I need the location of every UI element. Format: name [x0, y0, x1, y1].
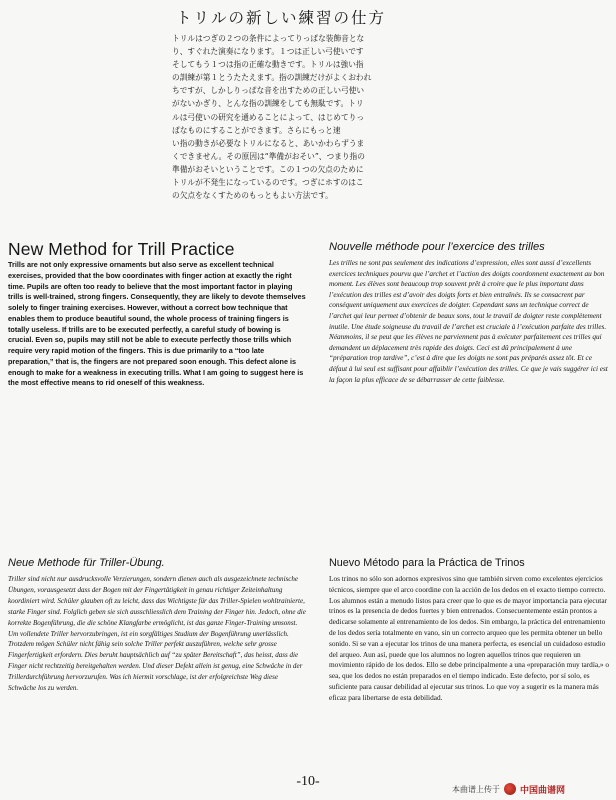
german-body: Triller sind nicht nur ausdrucksvolle Verzierungen, sondern dienen auch als ausgezeichnete technische Übungen, vorausgesetzt dass der Bogen mit der Fingertätigkeit in genau richtiger Zeiteinhaltung koordiniert wird. Schüler glauben oft zu leicht, dass das Wichtigste für das Triller-Spielen wohltrainierte, starke Finger sind. Folglich geben sie sich ausschliesslich dem Training der Finger hin. Jedoch, ohne die korrekte Bogenführung, die die schöne Klangfarbe ermöglicht, ist das ganze Finger-Training umsonst. Um vollendete Triller hervorzubringen, ist ein sorgfältiges Studium der Bogenführung unerlässlich. Trotzdem mögen Schüler nicht fähig sein solche Triller perfekt auszuführen, welche sehr grosse Fingerfertigkeit erfordern. Dies beruht hauptsächlich auf “zu später Bereitschaft”, das heisst, dass die Finger nicht rechtzeitig bereitgehalten werden. Und dieser Defekt allein ist genug, eine Schwäche in der Trillerdurchführung hervorzurufen. Was ich hiermit vorschlage, ist der erfolgreichste Weg diese Schwäche los zu werden. [8, 575, 306, 693]
site-logo-icon [504, 783, 516, 795]
japanese-line: がないかぎり、とんな指の訓練をしても無駄です。トリ [172, 99, 364, 109]
english-body: Trills are not only expressive ornaments but also serve as excellent technical exercises, provided that the bow coordinates with finger action at exactly the right time. Pupils are often too ready to believe that the most important factor in playing trills is well-trained, strong fingers. Consequently, they are likely to devote themselves solely to finger training exercises. However, without a correct bow technique that enables them to produce beautiful sound, the whole process of training fingers is totally useless. If trills are to be executed perfectly, a careful study of bowing is crucial. Even so, pupils may still not be able to execute perfectly those trills which require very rapid motion of the fingers. This is due primarily to a “too late preparation,” that is, the fingers are not prepared soon enough. This defect alone is enough to make for a weakness in executing trills. What I am going to suggest here is the most effective means to rid oneself of this weakness. [8, 260, 306, 388]
french-body: Les trilles ne sont pas seulement des indications d’expression, elles sont aussi d’excellents exercices techniques pourvu que l’archet et l’action des doigts coordonnent exactement au bon moment. Les élèves sont beaucoup trop souvent prêt à croire que le plus important dans l’exécution des trilles est d’avoir des doigts forts et bien entraînés. Ils se consacrent par conséquent uniquement aux exercices de doigter. Cependant sans un technique correct de l’archet qui leur permet d’obtenir de beaux sons, tout le travail de doigter reste complètement inutile. Une étude soigneuse du travail de l’archet est cruciale à l’exécution parfaite des trilles. Néanmoins, il se peut que les élèves ne parviennent pas à exécuter parfaitement ces trilles qui demandent un déplacement très rapide des doigts. Ceci est dû principalement à une “préparation trop tardive”, c’est à dire que les doigts ne sont pas préparés assez tôt. Et ce défaut à lui seul est suffisant pour affaiblir l’exécution des trilles. Ce que je vais suggérer ici est la façon la plus efficace de se débarrasser de cette faiblesse. [329, 259, 608, 384]
japanese-line: の欠点をなくすためのもっともよい方法です。 [172, 191, 333, 201]
japanese-line: ちですが、しかしりっぱな音を出すための正しい弓使い [172, 86, 365, 96]
japanese-line: 準備がおそいということです。この１つの欠点のために [172, 164, 364, 174]
french-title: Nouvelle méthode pour l’exercice des trilles [329, 241, 545, 253]
spanish-body: Los trinos no sólo son adornos expresivos sino que también sirven como excelentes ejercicios técnicos, siempre que el arco coordine con la acción de los dedos en el exacto tiempo correcto. Los alumnos están a menudo listos para creer que lo que es de mayor importancia para ejecutar trinos es la presencia de dedos fuertes y bien entrenados. Consecuentemente están prontos a dedicarse solamente al entrenamiento de los dedos. Sin embargo, la práctica del entrenamiento de los dedos sería totalmente en vano, sin un correcto arqueo que les permita obtener un bello sonido. Si se van a ejecutar los trinos de una manera perfecta, es esencial un cuidadoso estudio del arqueo. Aun así, puede que los alumnos no logren aquellos trinos que requieren un movimiento rápido de los dedos. Ello se debe principalmente a una «preparación muy tardía,» o sea, que los dedos no están preparados en el tiempo indicado. Este defecto, por sí solo, es suficiente para causar debilidad al ejecutar sus trinos. Lo que voy a sugerir es la manera más eficaz para libertarse de esta debilidad. [329, 574, 610, 702]
japanese-line: ルは弓使いの研究を通めることによって、はじめてりっ [172, 112, 365, 122]
japanese-line: トリルはつぎの２つの条件によってりっぱな装飾音とな [172, 34, 365, 43]
page-number: -10- [296, 774, 320, 789]
watermark-site: 中国曲谱网 [520, 785, 566, 796]
japanese-line: い指の動きが必要なトリルになると、あいかわらずうま [172, 138, 365, 148]
watermark-text: 本曲谱上传于 [452, 784, 500, 794]
spanish-title: Nuevo Método para la Práctica de Trinos [329, 557, 525, 569]
japanese-title: トリルの新しい練習の仕方 [176, 9, 387, 27]
japanese-line: くできません。その原因は“準備がおそい”、つまり指の [172, 151, 365, 161]
japanese-line: り、すぐれた演奏になります。１つは正しい弓使いです [172, 47, 364, 57]
watermark [452, 780, 612, 798]
english-title: New Method for Trill Practice [8, 239, 235, 259]
german-title: Neue Methode für Triller-Übung. [8, 557, 165, 569]
japanese-line: トリルが不発生になっているのです。つぎにホすのはこ [172, 178, 364, 188]
japanese-body [172, 32, 446, 202]
japanese-line: の訓練が第１とうたたえます。指の訓練だけがよくおわれ [172, 73, 372, 83]
japanese-line: そしてもう１つは指の正確な動きです。トリルは強い指 [172, 60, 364, 70]
japanese-line: ぱなものにすることができます。さらにもっと速 [172, 125, 341, 135]
